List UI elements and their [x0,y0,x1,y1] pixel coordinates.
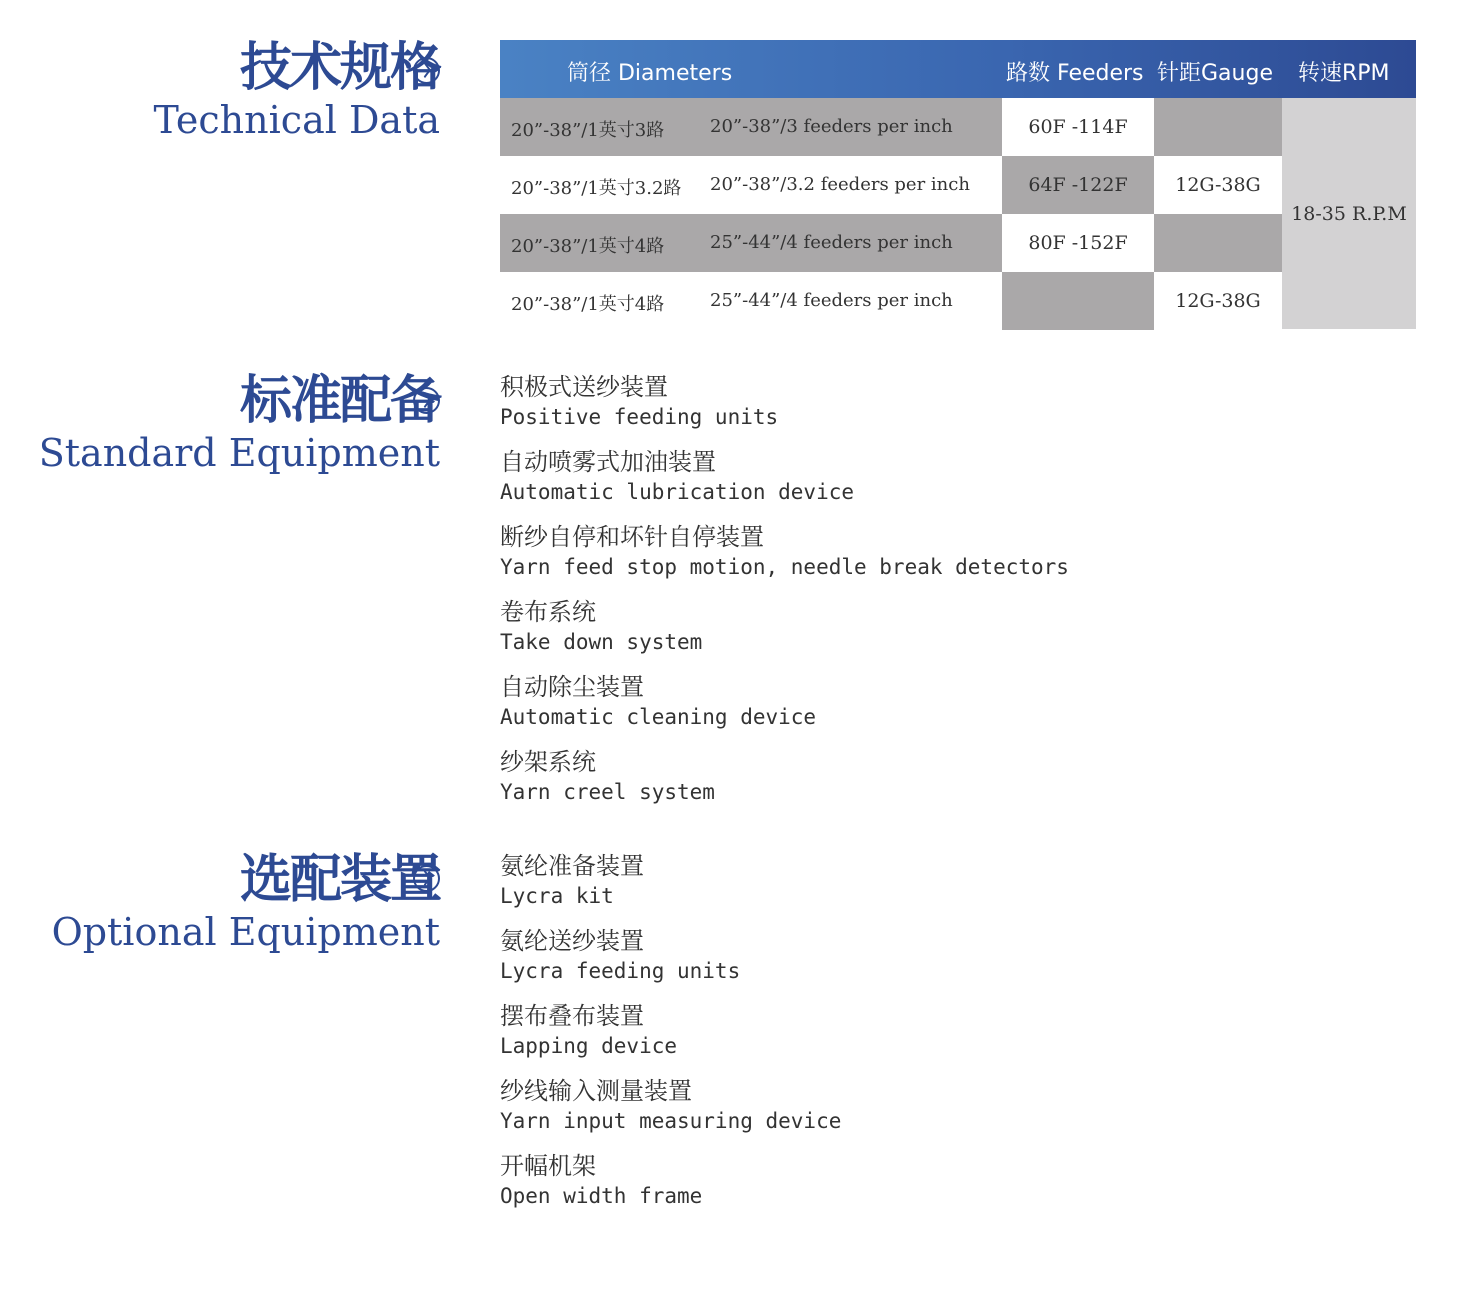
optional-title-en: Optional Equipment [51,910,440,954]
diameter-cn: 20”-38”/1英寸3路 [511,120,665,141]
item-cn: 开幅机架 [500,1152,596,1180]
standard-list [500,372,1069,822]
item-en: Automatic cleaning device [500,705,817,729]
item-en: Yarn feed stop motion, needle break detectors [500,555,1069,579]
item-en: Take down system [500,630,703,654]
table-header [500,40,1416,98]
list-item [500,1001,841,1076]
item-en: Yarn creel system [500,780,715,804]
header-feeders: 路数 Feeders [1006,61,1144,86]
feeders-cell: 64F -122F [1002,156,1154,214]
optional-heading [52,852,440,954]
optional-title-cn: 选配装置 [239,850,440,910]
header-diameters: 筒径 Diameters [567,61,733,86]
gauge-cell [1154,98,1282,156]
diameter-en: 20”-38”/3 feeders per inch [710,116,953,137]
feeders-cell: 80F -152F [1002,214,1154,272]
diameter-cn: 20”-38”/1英寸3.2路 [511,178,682,199]
table-row [500,214,1002,272]
item-cn: 断纱自停和坏针自停装置 [500,523,764,551]
header-rpm: 转速RPM [1298,61,1390,86]
chevron-right-icon [413,57,440,84]
table-row [500,98,1002,156]
item-cn: 自动除尘装置 [500,673,644,701]
gauge-cell: 12G-38G [1154,156,1282,214]
list-item [500,672,1069,747]
item-cn: 自动喷雾式加油装置 [500,448,716,476]
diameter-en: 25”-44”/4 feeders per inch [710,232,953,253]
table-row [500,272,1002,330]
item-en: Lapping device [500,1034,678,1058]
list-item [500,1076,841,1151]
chevron-right-icon [413,387,440,414]
technical-heading [154,40,440,142]
item-en: Yarn input measuring device [500,1109,842,1133]
item-cn: 纱架系统 [500,748,596,776]
technical-table [500,40,1416,329]
item-en: Open width frame [500,1184,703,1208]
list-item [500,926,841,1001]
chevron-right-icon [413,865,440,892]
diameter-cn: 20”-38”/1英寸4路 [511,236,665,257]
diameter-en: 25”-44”/4 feeders per inch [710,290,953,311]
list-item [500,747,1069,822]
item-en: Lycra feeding units [500,959,741,983]
gauge-cell: 12G-38G [1154,272,1282,330]
item-en: Automatic lubrication device [500,480,855,504]
optional-list [500,851,841,1226]
rpm-cell: 18-35 R.P.M [1282,98,1416,329]
item-en: Lycra kit [500,884,614,908]
item-en: Positive feeding units [500,405,779,429]
technical-title-cn: 技术规格 [239,38,440,98]
diameter-cn: 20”-38”/1英寸4路 [511,294,665,315]
technical-title-en: Technical Data [153,98,440,142]
gauge-cell [1154,214,1282,272]
header-gauge: 针距Gauge [1157,61,1273,86]
standard-heading [39,373,440,475]
feeders-cell: 60F -114F [1002,98,1154,156]
list-item [500,851,841,926]
list-item [500,447,1069,522]
standard-title-en: Standard Equipment [38,431,440,475]
item-cn: 摆布叠布装置 [500,1002,644,1030]
item-cn: 氨纶准备装置 [500,852,644,880]
list-item [500,597,1069,672]
list-item [500,1151,841,1226]
item-cn: 卷布系统 [500,598,596,626]
item-cn: 纱线输入测量装置 [500,1077,692,1105]
feeders-cell [1002,272,1154,330]
list-item [500,522,1069,597]
item-cn: 积极式送纱装置 [500,373,668,401]
diameter-en: 20”-38”/3.2 feeders per inch [710,174,970,195]
item-cn: 氨纶送纱装置 [500,927,644,955]
standard-title-cn: 标准配备 [239,371,440,431]
list-item [500,372,1069,447]
table-row [500,156,1002,214]
